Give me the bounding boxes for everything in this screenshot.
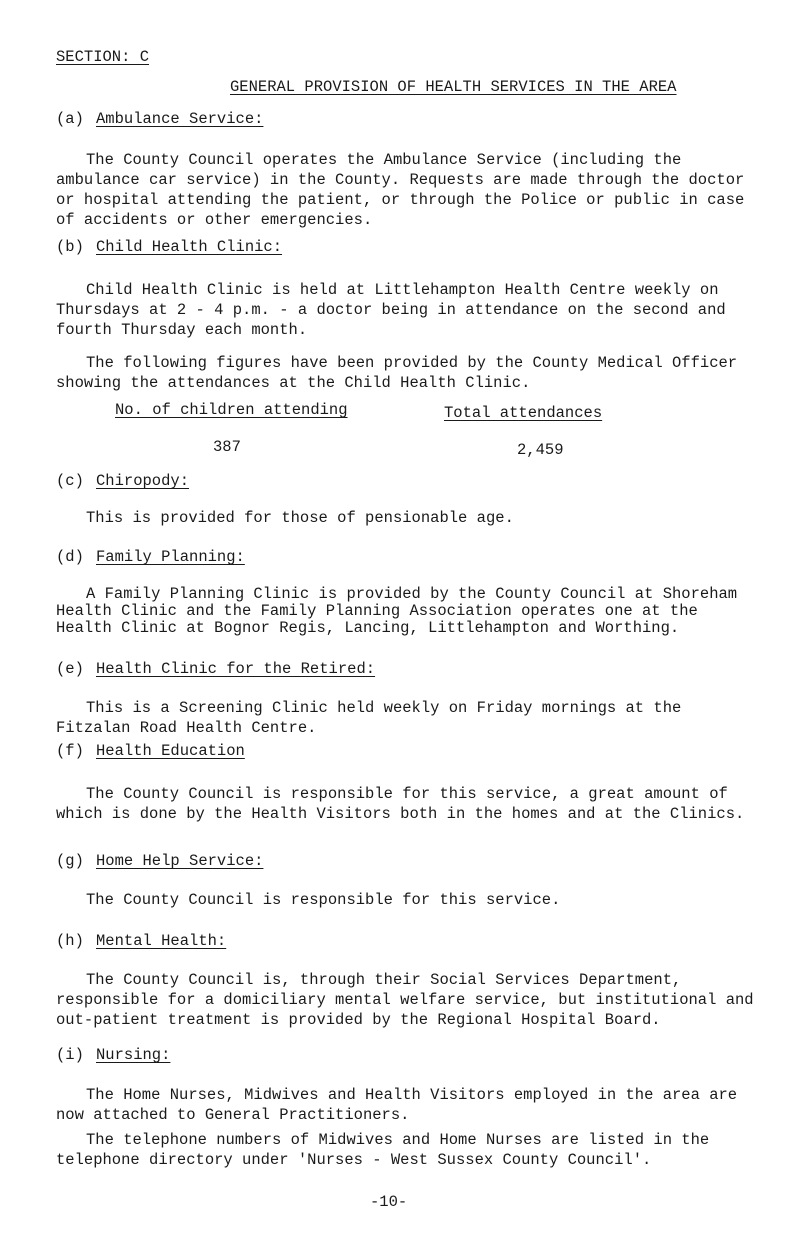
section-d-letter: (d) <box>56 548 84 566</box>
section-i-paragraph-1: The Home Nurses, Midwives and Health Visitors employed in the area are now attached to General Practitioners. <box>56 1086 738 1124</box>
section-a-title: Ambulance Service: <box>96 110 264 128</box>
table-value-children: 387 <box>213 438 241 456</box>
section-f-heading <box>56 742 245 760</box>
section-g-letter: (g) <box>56 852 84 870</box>
section-i-paragraph-2: The telephone numbers of Midwives and Home Nurses are listed in the telephone directory under 'Nurses - West Sussex County Council'. <box>56 1131 710 1169</box>
section-a-paragraph: The County Council operates the Ambulance Service (including the ambulance car service) in the County. Requests are made through the doctor or hospital attending the patient, or through the Police or public in case of accidents or other emergencies. <box>56 151 745 229</box>
section-i-title: Nursing: <box>96 1046 171 1064</box>
section-e-letter: (e) <box>56 660 84 678</box>
section-f-letter: (f) <box>56 742 84 760</box>
section-a-heading <box>56 110 263 128</box>
section-b-paragraph-2: The following figures have been provided by the County Medical Officer showing the attendances at the Child Health Clinic. <box>56 354 738 392</box>
section-b-heading <box>56 238 282 256</box>
page-number: -10- <box>370 1193 408 1211</box>
section-i-heading <box>56 1046 170 1064</box>
section-f-title: Health Education <box>96 742 245 760</box>
section-i-letter: (i) <box>56 1046 84 1064</box>
section-e-paragraph: This is a Screening Clinic held weekly on Friday mornings at the Fitzalan Road Health Centre. <box>56 699 682 737</box>
section-d-title: Family Planning: <box>96 548 245 566</box>
section-d-heading <box>56 548 245 566</box>
section-h-paragraph: The County Council is, through their Social Services Department, responsible for a domiciliary mental welfare service, but institutional and out-patient treatment is provided by the Regional Hospital Board. <box>56 971 754 1029</box>
table-value-attendances: 2,459 <box>517 441 564 459</box>
section-h-heading <box>56 932 226 950</box>
section-e-heading <box>56 660 375 678</box>
section-b-paragraph-1: Child Health Clinic is held at Littlehampton Health Centre weekly on Thursdays at 2 - 4 p.m. - a doctor being in attendance on the second and fourth Thursday each month. <box>56 281 726 339</box>
section-g-heading <box>56 852 263 870</box>
section-c-title: Chiropody: <box>96 472 190 490</box>
section-d-paragraph: A Family Planning Clinic is provided by the County Council at Shoreham Health Clinic and the Family Planning Association operates one at the Health Clinic at Bognor Regis, Lancing, Littlehampton and Worthing. <box>56 585 738 637</box>
section-b-title: Child Health Clinic: <box>96 238 283 256</box>
section-b-letter: (b) <box>56 238 84 256</box>
main-title: GENERAL PROVISION OF HEALTH SERVICES IN THE AREA <box>230 78 677 96</box>
section-h-title: Mental Health: <box>96 932 227 950</box>
section-f-paragraph: The County Council is responsible for this service, a great amount of which is done by the Health Visitors both in the homes and at the Clinics. <box>56 785 745 823</box>
section-g-title: Home Help Service: <box>96 852 264 870</box>
section-label: SECTION: C <box>56 48 150 66</box>
section-c-paragraph: This is provided for those of pensionable age. <box>86 509 514 527</box>
section-c-letter: (c) <box>56 472 84 490</box>
section-h-letter: (h) <box>56 932 84 950</box>
section-a-letter: (a) <box>56 110 84 128</box>
section-g-paragraph: The County Council is responsible for this service. <box>86 891 561 909</box>
section-e-title: Health Clinic for the Retired: <box>96 660 376 678</box>
table-header-children: No. of children attending <box>115 401 348 419</box>
table-header-attendances: Total attendances <box>444 404 603 422</box>
section-c-heading <box>56 472 189 490</box>
